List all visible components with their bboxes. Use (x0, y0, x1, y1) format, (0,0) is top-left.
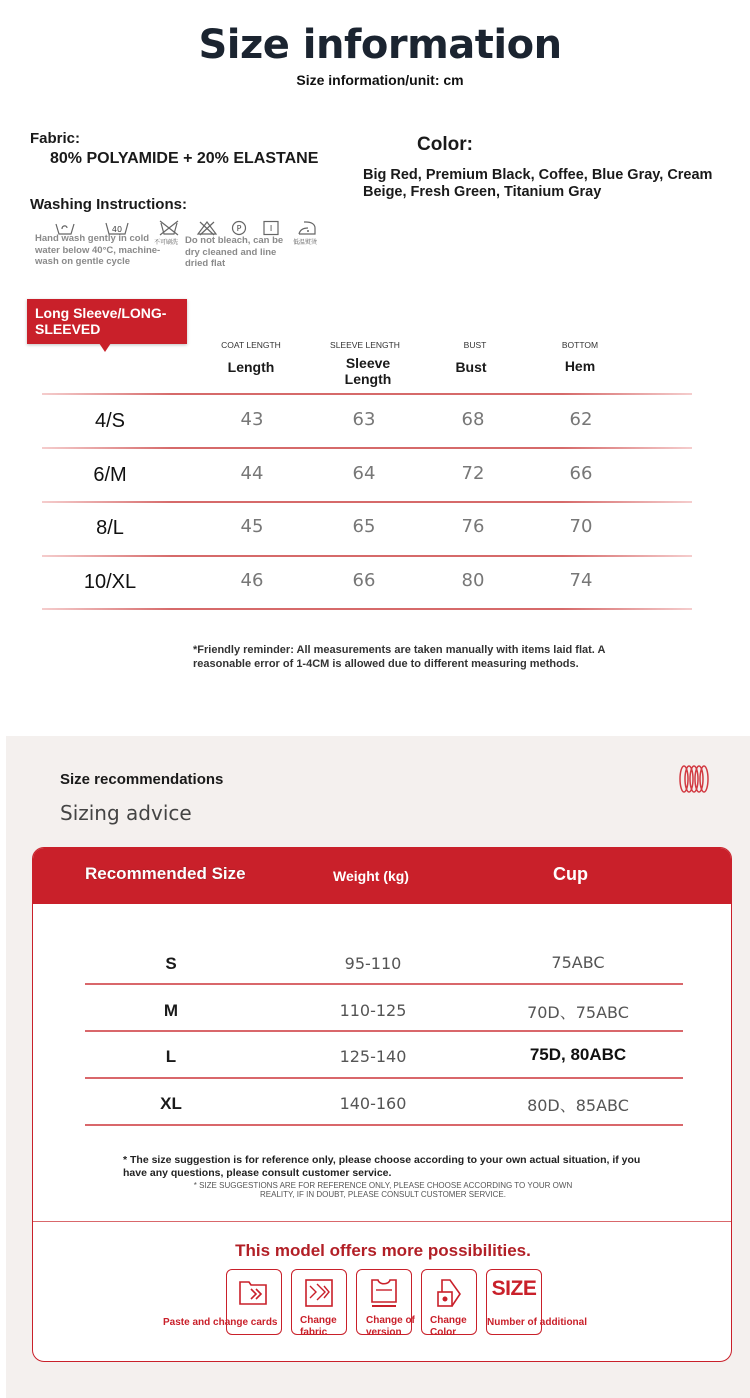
fabric-label: Fabric: (30, 130, 81, 147)
fabric-label-option: Change fabric (300, 1315, 337, 1338)
rings-decoration-icon (678, 764, 710, 794)
bust-cell: 76 (461, 516, 485, 537)
paste-cards-label: Paste and change cards (163, 1317, 278, 1328)
col-small-coat-length: COAT LENGTH (221, 340, 281, 350)
version-label: Change of version (366, 1315, 415, 1338)
color-label-option: Change Color (430, 1315, 467, 1338)
rec-cup-l: 75D, 80ABC (529, 1045, 627, 1064)
size-icon: SIZE (491, 1277, 537, 1300)
length-cell: 43 (240, 409, 264, 430)
color-icon (430, 1276, 468, 1312)
recommendation-title: Size recommendations (60, 771, 224, 788)
col-head-hem: Hem (564, 358, 596, 374)
sleeve-cell: 64 (352, 463, 376, 484)
col-head-length: Length (227, 359, 275, 375)
size-cell-10xl: 10/XL (83, 571, 137, 593)
line-dry-icon (260, 220, 282, 236)
line-dry-letter: I (269, 224, 273, 233)
hem-cell: 62 (569, 409, 593, 430)
recommendation-subtitle: Sizing advice (60, 801, 192, 825)
color-label: Color: (417, 134, 473, 155)
length-cell: 44 (240, 463, 264, 484)
wash-40-number: 40 (111, 225, 123, 234)
size-cell-6m: 6/M (93, 464, 127, 486)
recommendation-header (33, 848, 732, 904)
fabric-icon (300, 1276, 338, 1312)
table-divider (42, 393, 692, 395)
col-small-bottom: BOTTOM (561, 340, 599, 350)
sleeve-cell: 63 (352, 409, 376, 430)
bust-cell: 68 (461, 409, 485, 430)
rec-divider (85, 1124, 683, 1126)
page-subtitle: Size information/unit: cm (296, 72, 464, 88)
table-divider (42, 555, 692, 557)
washing-label: Washing Instructions: (30, 196, 187, 213)
bust-cell: 80 (461, 570, 485, 591)
section-divider (33, 1221, 732, 1222)
header-recommended-size: Recommended Size (85, 864, 246, 883)
rec-divider (85, 1077, 683, 1079)
rec-weight-s: 95-110 (344, 954, 402, 973)
low-iron-caption: 低温熨烫 (293, 239, 318, 246)
low-iron-icon (296, 220, 318, 236)
rec-weight-m: 110-125 (339, 1001, 407, 1020)
no-brush-caption: 不可刷洗 (154, 239, 179, 246)
col-small-sleeve-length: SLEEVE LENGTH (330, 340, 400, 350)
version-icon (365, 1276, 403, 1312)
sleeve-cell: 65 (352, 516, 376, 537)
page-title: Size information (198, 22, 562, 68)
table-divider (42, 608, 692, 610)
measurement-note: *Friendly reminder: All measurements are taken manually with items laid flat. A reasonable error of 1-4CM is allowed due to different measuring methods. (193, 644, 606, 670)
paste-cards-icon (235, 1276, 273, 1312)
rec-cup-m: 70D、75ABC (527, 1003, 629, 1022)
table-divider (42, 501, 692, 503)
tag-pointer (99, 343, 111, 352)
size-cell-4s: 4/S (94, 410, 126, 432)
col-head-sleeve-length: Sleeve Length (344, 355, 392, 387)
fabric-value: 80% POLYAMIDE + 20% ELASTANE (50, 150, 319, 167)
wash-caption-1: Hand wash gently in cold water below 40°C, machine-wash on gentle cycle (35, 233, 161, 267)
recommendation-note: * The size suggestion is for reference only, please choose according to your own actual situation, if you have any questions, please consult customer service. (123, 1154, 641, 1179)
recommendation-note-caps: * SIZE SUGGESTIONS ARE FOR REFERENCE ONLY, PLEASE CHOOSE ACCORDING TO YOUR OWN REALITY, IF IN DOUBT, PLEASE CONSULT CUSTOMER SERVICE. (193, 1181, 573, 1199)
rec-weight-xl: 140-160 (339, 1094, 407, 1113)
rec-divider (85, 983, 683, 985)
long-sleeve-tag: Long Sleeve/LONG-SLEEVED (27, 299, 187, 344)
table-divider (42, 447, 692, 449)
size-cell-8l: 8/L (96, 517, 124, 539)
recommendation-card (32, 847, 732, 1362)
dry-clean-letter: P (236, 224, 242, 233)
hem-cell: 74 (569, 570, 593, 591)
col-small-bust: BUST (463, 340, 487, 350)
rec-size-m: M (163, 1001, 179, 1020)
size-option-label: Number of additional (487, 1317, 587, 1328)
header-weight: Weight (kg) (333, 868, 409, 884)
hem-cell: 66 (569, 463, 593, 484)
rec-cup-s: 75ABC (551, 953, 605, 972)
rec-size-l: L (165, 1047, 177, 1066)
no-bleach-icon (196, 220, 218, 236)
rec-size-s: S (165, 954, 177, 973)
rec-size-xl: XL (160, 1094, 182, 1113)
hem-cell: 70 (569, 516, 593, 537)
bust-cell: 72 (461, 463, 485, 484)
rec-cup-xl: 80D、85ABC (527, 1096, 629, 1115)
sleeve-cell: 66 (352, 570, 376, 591)
header-cup: Cup (553, 864, 588, 884)
rec-weight-l: 125-140 (339, 1047, 407, 1066)
length-cell: 45 (240, 516, 264, 537)
rec-divider (85, 1030, 683, 1032)
color-values: Big Red, Premium Black, Coffee, Blue Gray, Cream Beige, Fresh Green, Titanium Gray (363, 167, 713, 200)
wash-caption-2: Do not bleach, can be dry cleaned and line dried flat (185, 235, 284, 269)
length-cell: 46 (240, 570, 264, 591)
more-possibilities-title: This model offers more possibilities. (235, 1241, 531, 1260)
col-head-bust: Bust (455, 359, 487, 375)
dry-clean-p-icon (228, 220, 250, 236)
